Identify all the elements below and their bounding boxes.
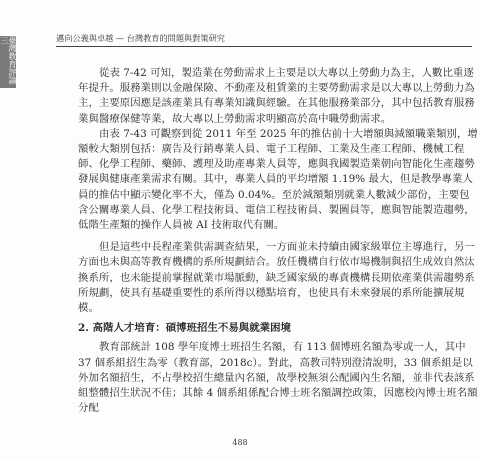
paragraph-1: 從表 7-42 可知，製造業在勞動需求上主要是以大專以上勞動力為主，人數比重逐年提升。服務業則以金融保險、不動產及租賃業的主要勞動需求是以大專以上勞動力為主，主要原因應是該產業具有專業知識與經驗。在其他服務業部分，其中包括教育服務業與醫療保健等業，故大專以上勞動需求明顯高於高中職勞動需求。 [78,67,475,125]
body-text [78,66,480,416]
paragraph-4: 教育部統計 108 學年度博士班招生名額，有 113 個博班名額為零或一人，其中 37 個系組招生為零（教育部，2018c）。對此，高教司特別澄清說明，33 個系組是以外加名額招生，不占學校招生總量內名額，故學校無須公配國內生名額，並非代表該系組整體招生狀況不佳；其餘 4 個系組係配合博士班名額調控政策，因應校內博士班名額分配 [78,341,478,415]
header-rule [56,46,472,47]
paragraph-3: 但是這些中長程產業供需調查結果，一方面並未持續由國家級單位主導進行，另一方面也未與高等教育機構的系所規劃結合。放任機構自行依市場機制與招生成效自然汰換系所，也未能提前掌握就業市場脈動，缺乏國家級的專責機構長期依產業供需趨勢系所規劃，使具有基礎重要性的系所得以穩點培育，也使具有未來發展的系所能擴展規模。 [78,241,475,315]
paragraph-2: 由表 7-43 可觀察到從 2011 年至 2025 年的推估前十大增額與減額職業類別，增額較大類別包括：廣告及行銷專業人員、電子工程師、工業及生產工程師、機械工程師、化學工程師、藥師、護理及助產專業人員等，應與我國製造業朝向智能化生產趨勢發展與健康產業需求有關。其中，專業人員的平均增額 1.19% 最大，但是教學專業人員的推估中顯示變化率不大，僅為 0.04%。至於減額類別就業人數減少部份，主要包含公關專業人員、化學工程技術員、電信工程技術員、製圖員等，應與智能製造趨勢，低階生產類的操作人員被 AI 技術取代有關。 [78,127,478,232]
running-head: 邁向公義與卓越 — 台灣教育的問題與對策研究 [56,33,225,43]
side-tab-label: 臺灣教育評論三 [0,36,17,84]
chapter-side-tab [0,36,16,88]
page-number: 488 [232,438,248,447]
section-heading: 2. 高階人才培育：碩博班招生不易與就業困境 [78,322,291,335]
